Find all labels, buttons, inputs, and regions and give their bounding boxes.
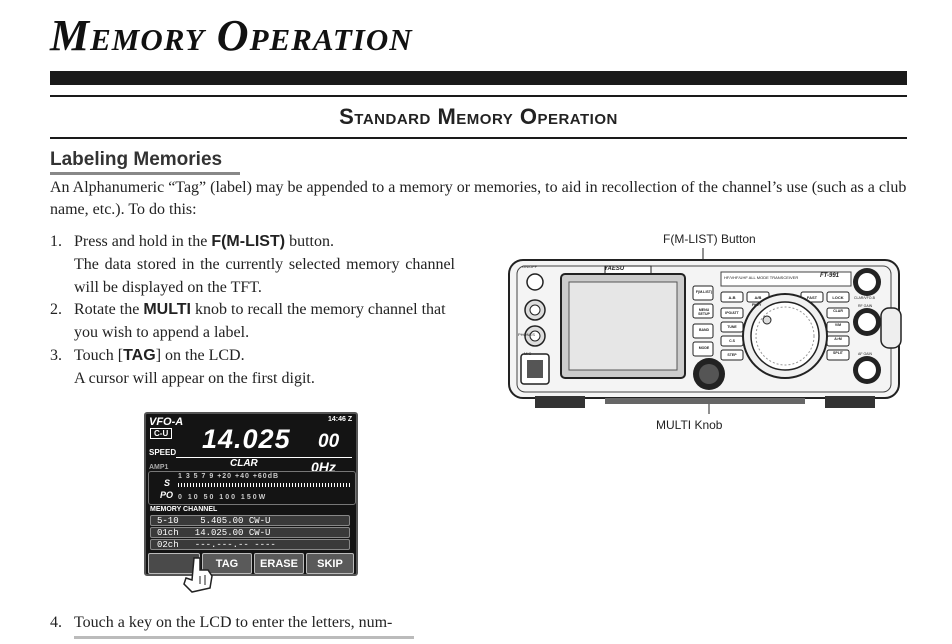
frequency-fraction: 00 [318, 431, 340, 452]
radio-model: FT-991 [820, 273, 840, 279]
memory-row[interactable]: 01ch 14.025.00 CW-U [150, 527, 350, 538]
subsection-title: Labeling Memories [50, 149, 223, 170]
step-detail: A cursor will appear on the first digit. [74, 369, 315, 387]
memory-channel-heading: MEMORY CHANNEL [150, 506, 218, 513]
key-a-swap-b[interactable]: A/B [754, 295, 762, 300]
label-mic: MIC [524, 351, 532, 356]
key-m-a[interactable]: A>M [834, 337, 842, 341]
step-detail: The data stored in the currently selected memory channel will be displayed on the TFT. [74, 255, 455, 296]
step-1 [50, 231, 455, 299]
key-v-m[interactable]: V/M [834, 323, 842, 327]
key-step[interactable]: STEP [727, 353, 737, 357]
key-tune[interactable]: TUNE [727, 325, 737, 329]
radio-model-line: HF/VHF/UHF ALL MODE TRANSCEIVER [724, 275, 799, 280]
key-menu-setup[interactable]: MENU SETUP [698, 308, 710, 316]
key-clar[interactable]: CLAR [833, 309, 843, 313]
pointing-finger-icon [178, 556, 218, 594]
skip-key[interactable]: SKIP [306, 553, 354, 574]
step-text: knob to recall the memory channel that you wish to append a label. [74, 301, 446, 342]
label-af-gain: AF GAIN [858, 352, 873, 356]
section-rule-top [50, 95, 907, 97]
key-ipo-att[interactable]: IPO/ATT [725, 311, 739, 315]
step-text: Press and hold in the [74, 233, 212, 250]
key-split[interactable]: SPLIT [833, 351, 843, 355]
s-meter-scale: 1 3 5 7 9 +20 +40 +60dB [178, 473, 280, 480]
step-text: Rotate the [74, 301, 144, 319]
vfo-label: VFO-A [149, 416, 184, 428]
callout-multi-knob: MULTI Knob [656, 418, 723, 432]
key-name: F(M-LIST) [211, 233, 286, 250]
step-list [50, 231, 455, 391]
key-lock[interactable]: LOCK [832, 295, 844, 300]
key-name: MULTI [143, 301, 191, 319]
radio-brand: YAESU [604, 266, 625, 272]
key-a-b[interactable]: A-B [728, 295, 736, 300]
key-mode[interactable]: MODE [698, 346, 710, 350]
callout-f-mlist: F(M-LIST) Button [663, 232, 756, 246]
po-meter-label: PO [160, 490, 174, 500]
po-meter-scale: 0 10 50 100 150W [178, 494, 268, 501]
chapter-rule [50, 71, 907, 85]
label-phones: PHONES [518, 332, 535, 337]
step-number: 1. [50, 233, 62, 250]
step-number: 3. [50, 346, 62, 364]
step-number: 4. [50, 614, 62, 631]
section-title: Standard Memory Operation [339, 104, 618, 129]
memory-row[interactable]: 5-10 5.405.00 CW-U [150, 515, 350, 526]
clar-label: CLAR [230, 458, 258, 469]
step-text: ] on the LCD. [155, 346, 245, 364]
step-text: button. [285, 233, 334, 250]
key-cs[interactable]: C.S [729, 339, 735, 343]
intro-paragraph: An Alphanumeric “Tag” (label) may be appended to a memory or memories, to aid in recollection of the channel’s use (such as a club name, etc.). To do this: [50, 179, 907, 218]
key-band[interactable]: BAND [698, 328, 710, 332]
section-rule-bottom [50, 137, 907, 139]
chapter-title: Memory Operation [50, 11, 413, 60]
key-f-mlist[interactable]: F(M-LIST) [695, 290, 713, 294]
cut-off-line [74, 634, 454, 644]
vfo-sub-label: C-U [150, 428, 172, 439]
step-4 [50, 612, 455, 634]
step-text: Touch a key on the LCD to enter the letters, num- [74, 614, 393, 631]
lcd-screen-figure [144, 412, 358, 576]
tag-key[interactable]: TAG [202, 553, 252, 574]
frequency-underline [176, 457, 352, 458]
s-meter-label: S [164, 478, 171, 488]
key-fkey[interactable]: FKEY [752, 303, 762, 307]
step-3 [50, 345, 455, 391]
clar-offset: 0Hz [311, 459, 336, 475]
meter-frame [148, 471, 356, 505]
label-on-off: ON/OFF [522, 264, 538, 269]
key-fast[interactable]: FAST [806, 295, 818, 300]
main-frequency: 14.025 [202, 424, 291, 454]
label-rf-gain: RF GAIN [858, 304, 873, 308]
amp-label: AMP1 [149, 464, 169, 471]
subsection-underline [50, 172, 240, 175]
step-2 [50, 299, 455, 345]
speed-label: SPEED [149, 448, 177, 457]
step-text: Touch [ [74, 346, 124, 364]
clock-readout: 14:46 Z [328, 416, 353, 423]
erase-key[interactable]: ERASE [254, 553, 304, 574]
memory-row[interactable]: 02ch ---.---.-- ---- [150, 539, 350, 550]
label-clar-vfo-b: CLAR/VFO-B [854, 296, 876, 300]
step-number: 2. [50, 301, 62, 319]
key-name: TAG [123, 346, 156, 364]
